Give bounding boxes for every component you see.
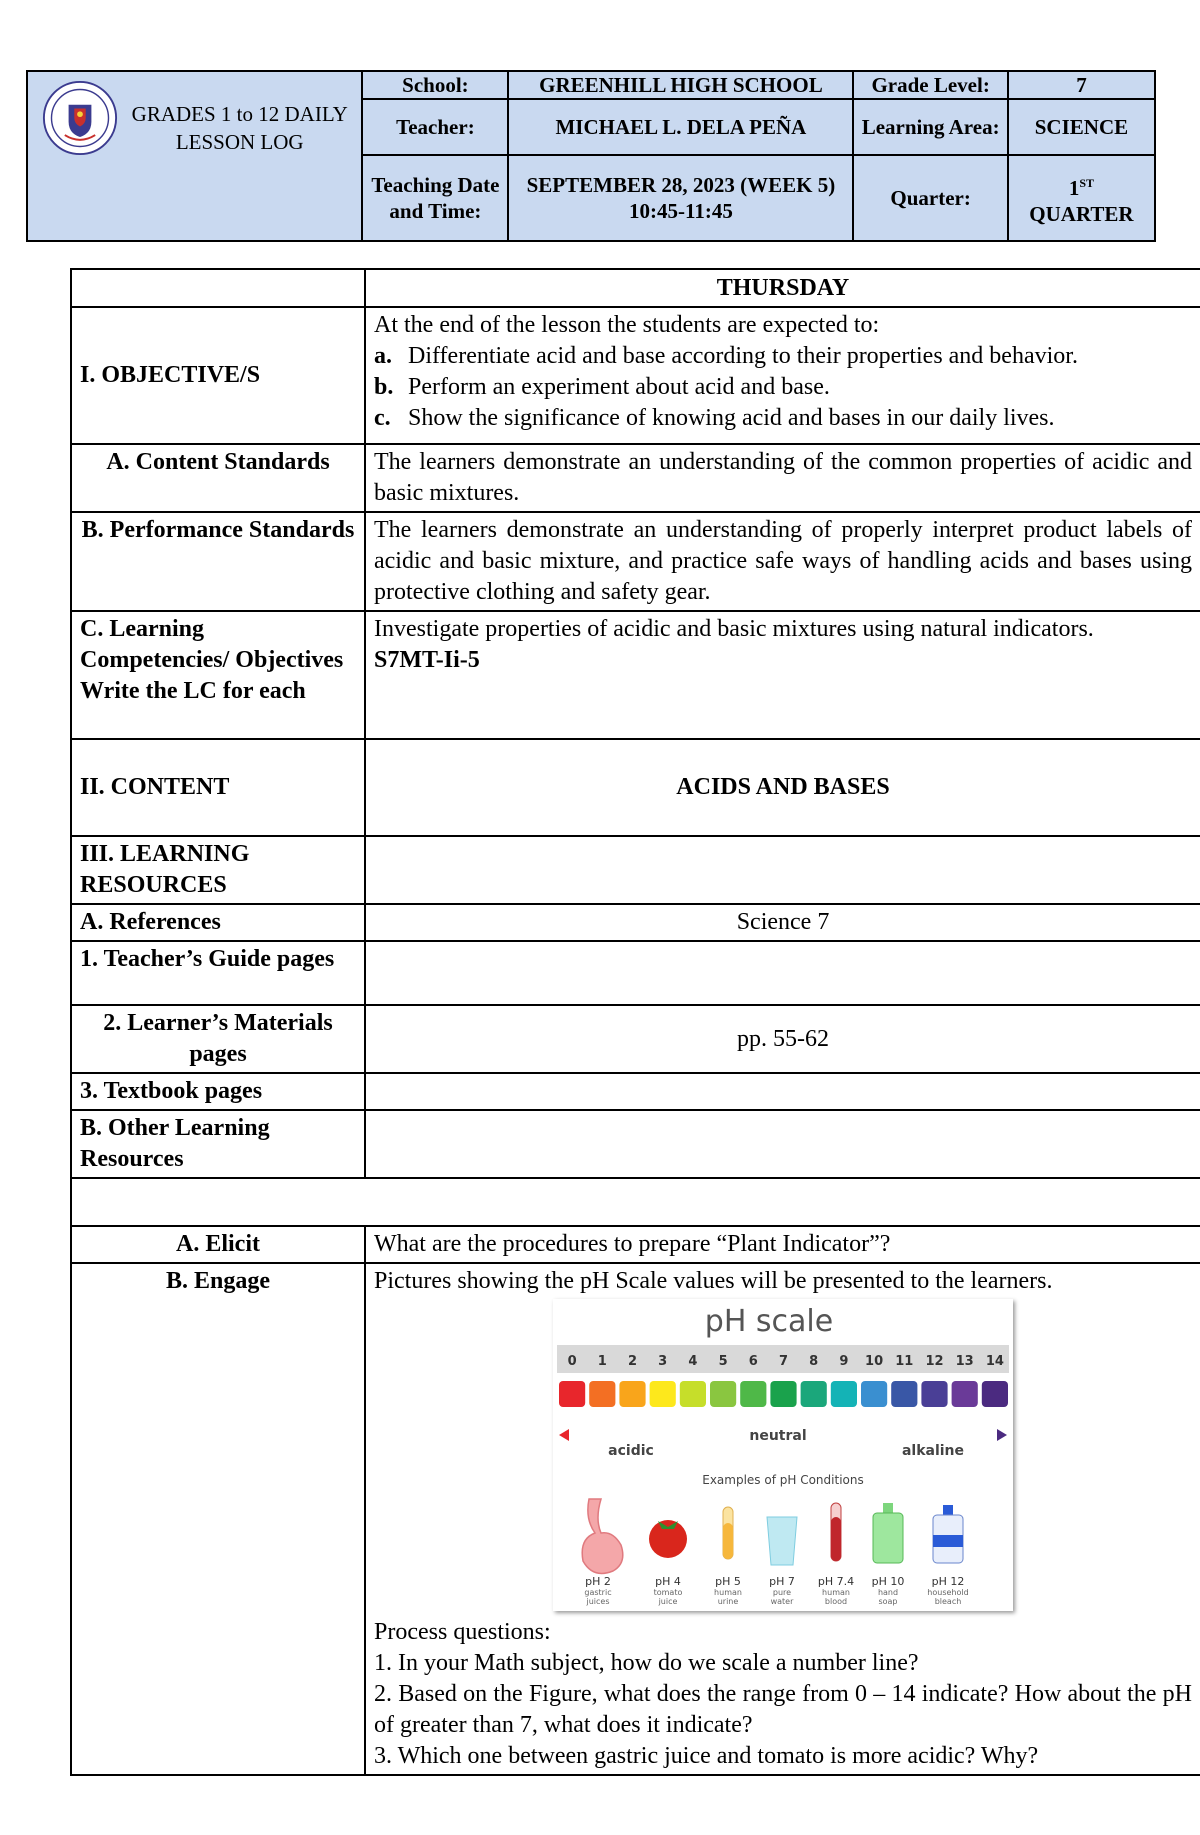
ph-swatch (831, 1381, 857, 1407)
acidic-label: acidic (608, 1443, 654, 1459)
grade-level-value: 7 (1008, 71, 1155, 99)
competency-code: S7MT-Ii-5 (374, 647, 480, 673)
example-caption: tomato (653, 1588, 683, 1597)
content-standards-text: The learners demonstrate an understanding of the common properties of acidic and basic mixtures. (365, 444, 1200, 512)
example-ph-value: pH 7.4 (817, 1575, 855, 1588)
teacher-value: MICHAEL L. DELA PEÑA (508, 99, 853, 155)
process-question: 3. Which one between gastric juice and tomato is more acidic? Why? (374, 1743, 1039, 1769)
performance-standards-text: The learners demonstrate an understanding of properly interpret product labels of acidic and basic mixture, and practice safe ways of handling acids and bases using protective clothing and safety gear. (365, 512, 1200, 611)
objectives-label: I. OBJECTIVE/S (71, 307, 365, 444)
teacher-label: Teacher: (362, 99, 508, 155)
ph-swatch (680, 1381, 706, 1407)
other-resources-value (365, 1110, 1200, 1178)
teaching-date: SEPTEMBER 28, 2023 (WEEK 5) (526, 173, 836, 197)
teaching-date-label: Teaching Date and Time: (362, 155, 508, 241)
ph-number: 2 (627, 1354, 638, 1369)
tomato-icon (649, 1520, 687, 1558)
ph-swatch (559, 1381, 585, 1407)
example-caption: blood (824, 1597, 848, 1606)
objective-text: Differentiate acid and base according to their properties and behavior. (408, 343, 1078, 369)
example-caption: gastric (584, 1588, 612, 1597)
performance-standards-label: B. Performance Standards (71, 512, 365, 611)
competencies-cell (365, 611, 1200, 739)
objectives-intro: At the end of the lesson the students are expected to: (374, 312, 880, 338)
lesson-log-table (70, 268, 1200, 1776)
school-label: School: (362, 71, 508, 99)
learners-materials-label: 2. Learner’s Materials pages (71, 1005, 365, 1073)
teachers-guide-label: 1. Teacher’s Guide pages (71, 941, 365, 1005)
example-ph-value: pH 5 (715, 1575, 741, 1588)
ph-swatch (740, 1381, 766, 1407)
ph-swatch (770, 1381, 796, 1407)
quarter-word: QUARTER (1029, 201, 1134, 226)
example-caption: water (770, 1597, 794, 1606)
ph-swatch (861, 1381, 887, 1407)
objective-text: Perform an experiment about acid and base. (408, 374, 830, 400)
example-caption: pure (772, 1588, 792, 1597)
ph-number: 3 (658, 1354, 668, 1369)
alkaline-label: alkaline (901, 1443, 965, 1459)
content-label: II. CONTENT (71, 739, 365, 836)
example-caption: human (822, 1588, 850, 1597)
teaching-date-value (508, 155, 853, 241)
objective-item (374, 372, 1192, 403)
learners-materials-value: pp. 55-62 (365, 1005, 1200, 1073)
example-caption: human (714, 1588, 742, 1597)
ph-swatch (619, 1381, 645, 1407)
references-value: Science 7 (365, 904, 1200, 941)
engage-cell (365, 1263, 1200, 1775)
engage-label: B. Engage (71, 1263, 365, 1775)
quarter-suffix: ST (1079, 175, 1095, 190)
ph-number: 10 (865, 1354, 884, 1369)
objective-text: Show the significance of knowing acid and bases in our daily lives. (408, 405, 1055, 431)
example-ph-value: pH 2 (585, 1575, 611, 1588)
stomach-icon (582, 1499, 623, 1573)
ph-scale-title: pH scale (704, 1304, 834, 1339)
grade-level-label: Grade Level: (853, 71, 1007, 99)
engage-text: Pictures showing the pH Scale values will be presented to the learners. (374, 1268, 1053, 1294)
ph-number: 11 (895, 1354, 914, 1369)
examples-title: Examples of pH Conditions (702, 1473, 864, 1487)
quarter-value (1008, 155, 1155, 241)
ph-swatch (891, 1381, 917, 1407)
ph-swatch (982, 1381, 1008, 1407)
left-arrow-icon (559, 1429, 569, 1441)
ph-number: 7 (778, 1354, 789, 1369)
teachers-guide-value (365, 941, 1200, 1005)
ph-swatch (921, 1381, 947, 1407)
ph-scale-figure-wrap (374, 1299, 1192, 1611)
header-table (26, 70, 1156, 242)
objective-item (374, 341, 1192, 372)
competencies-label: C. Learning Competencies/ Objectives Write the LC for each (71, 611, 365, 739)
ph-numbers (568, 1354, 1004, 1369)
elicit-text: What are the procedures to prepare “Plant Indicator”? (365, 1226, 1200, 1263)
ph-number: 4 (688, 1354, 698, 1369)
content-standards-label: A. Content Standards (71, 444, 365, 512)
content-value: ACIDS AND BASES (365, 739, 1200, 836)
header-title: GRADES 1 to 12 DAILY LESSON LOG (131, 102, 348, 154)
water-glass-icon (767, 1517, 797, 1565)
ph-examples (584, 1575, 968, 1606)
teaching-time: 10:45-11:45 (629, 199, 733, 223)
competencies-text: Investigate properties of acidic and basic mixtures using natural indicators. (374, 616, 1094, 642)
procedures-spacer-row (71, 1178, 1200, 1226)
ph-swatch (952, 1381, 978, 1407)
ph-swatches (559, 1381, 1008, 1407)
ph-number: 1 (597, 1354, 607, 1369)
ph-number: 9 (839, 1354, 849, 1369)
example-caption: soap (878, 1597, 898, 1606)
objective-marker: a. (374, 343, 392, 369)
bleach-bottle-icon (933, 1505, 963, 1563)
example-caption: household (927, 1588, 969, 1597)
school-value: GREENHILL HIGH SCHOOL (508, 71, 853, 99)
textbook-label: 3. Textbook pages (71, 1073, 365, 1110)
ph-swatch (589, 1381, 615, 1407)
references-label: A. References (71, 904, 365, 941)
example-ph-value: pH 4 (655, 1575, 681, 1588)
example-caption: hand (877, 1588, 899, 1597)
deped-seal-icon (42, 80, 118, 156)
ph-number: 0 (567, 1354, 577, 1369)
example-ph-value: pH 10 (871, 1575, 905, 1588)
example-caption: juice (658, 1597, 678, 1606)
day-heading: THURSDAY (365, 269, 1200, 307)
hand-soap-icon (873, 1503, 903, 1563)
ph-number: 5 (718, 1354, 728, 1369)
ph-number: 6 (748, 1354, 758, 1369)
quarter-number: 1 (1068, 175, 1080, 200)
objective-item (374, 403, 1192, 434)
other-resources-label: B. Other Learning Resources (71, 1110, 365, 1178)
process-question: 2. Based on the Figure, what does the range from 0 – 14 indicate? How about the pH of greater than 7, what does it indicate? (374, 1681, 1192, 1738)
learning-resources-value (365, 836, 1200, 904)
blank-header-cell (71, 269, 365, 307)
objective-marker: c. (374, 405, 391, 431)
ph-number: 8 (809, 1354, 819, 1369)
example-ph-value: pH 7 (769, 1575, 795, 1588)
urine-tube-icon (723, 1507, 733, 1559)
right-arrow-icon (997, 1429, 1007, 1441)
elicit-label: A. Elicit (71, 1226, 365, 1263)
ph-swatch (650, 1381, 676, 1407)
example-caption: urine (717, 1597, 739, 1606)
example-ph-value: pH 12 (931, 1575, 965, 1588)
ph-swatch (710, 1381, 736, 1407)
process-questions-label: Process questions: (374, 1619, 551, 1645)
quarter-label: Quarter: (853, 155, 1007, 241)
ph-swatch (801, 1381, 827, 1407)
process-question: 1. In your Math subject, how do we scale a number line? (374, 1650, 919, 1676)
textbook-value (365, 1073, 1200, 1110)
learning-area-value: SCIENCE (1008, 99, 1155, 155)
example-caption: bleach (934, 1597, 962, 1606)
example-caption: juices (586, 1597, 610, 1606)
neutral-label: neutral (749, 1428, 807, 1444)
ph-scale-figure (553, 1299, 1013, 1611)
ph-number: 14 (985, 1354, 1004, 1369)
objective-marker: b. (374, 374, 394, 400)
ph-number: 12 (925, 1354, 944, 1369)
ph-number: 13 (955, 1354, 974, 1369)
learning-area-label: Learning Area: (853, 99, 1007, 155)
blood-tube-icon (831, 1503, 841, 1561)
header-title-cell (27, 71, 362, 241)
learning-resources-label: III. LEARNING RESOURCES (71, 836, 365, 904)
objectives-cell (365, 307, 1200, 444)
